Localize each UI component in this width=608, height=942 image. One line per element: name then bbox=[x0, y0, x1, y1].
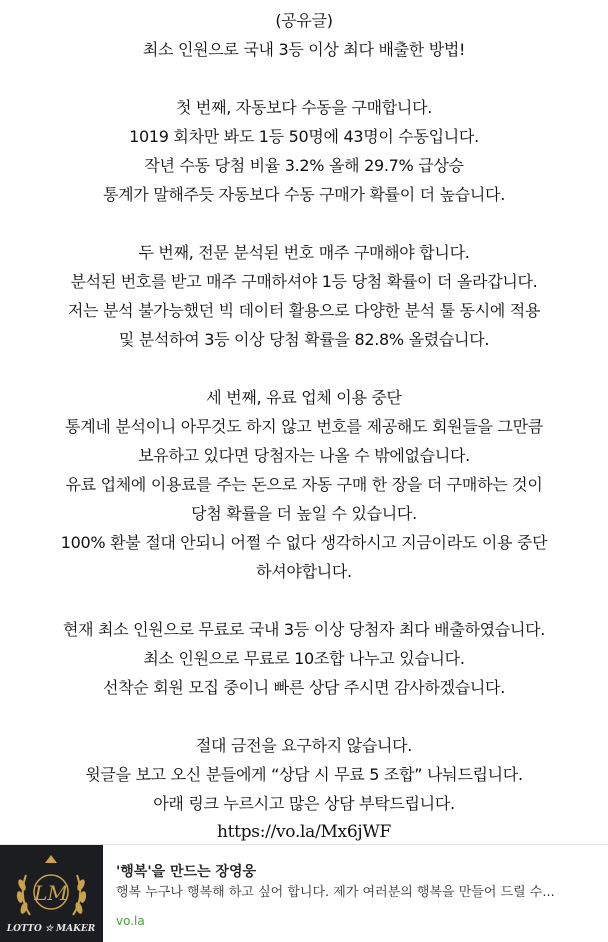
post-line: 유료 업체에 이용료를 주는 돈으로 자동 구매 한 장을 더 구매하는 것이 bbox=[65, 475, 543, 494]
link-card-body[interactable] bbox=[103, 845, 608, 942]
paragraph-gap bbox=[0, 64, 608, 93]
post-body bbox=[0, 6, 608, 847]
post-line: 분석된 번호를 받고 매주 구매하셔야 1등 당첨 확률이 더 올라갑니다. bbox=[70, 272, 538, 291]
post-line: 100% 환불 절대 안되니 어쩔 수 없다 생각하시고 지금이라도 이용 중단 bbox=[60, 533, 548, 552]
logo-wordmark: LOTTO ☆ MAKER bbox=[6, 924, 96, 934]
link-card-title[interactable]: '행복'을 만드는 장영웅 bbox=[116, 864, 257, 880]
link-preview-card[interactable] bbox=[0, 844, 608, 942]
post-line: 당첨 확률을 더 높일 수 있습니다. bbox=[191, 504, 417, 523]
post-line: 하셔야합니다. bbox=[256, 562, 352, 581]
post-line: 보유하고 있다면 당첨자는 나올 수 밖에없습니다. bbox=[138, 446, 470, 465]
post-line: 첫 번째, 자동보다 수동을 구매합니다. bbox=[175, 98, 433, 117]
post-line: 선착순 회원 모집 중이니 빠른 상담 주시면 감사하겠습니다. bbox=[102, 678, 506, 697]
post-url-link[interactable]: https://vo.la/Mx6jWF bbox=[217, 822, 391, 842]
post-line: 통계네 분석이니 아무것도 하지 않고 번호를 제공해도 회원들을 그만큼 bbox=[65, 417, 543, 436]
post-line: 1019 회차만 봐도 1등 50명에 43명이 수동입니다. bbox=[129, 127, 479, 146]
post-line: (공유글) bbox=[275, 11, 333, 30]
link-card-domain[interactable]: vo.la bbox=[116, 914, 145, 928]
paragraph-gap bbox=[0, 702, 608, 731]
post-line: 현재 최소 인원으로 무료로 국내 3등 이상 당첨자 최다 배출하였습니다. bbox=[62, 620, 546, 639]
paragraph-gap bbox=[0, 354, 608, 383]
post-line: 작년 수동 당첨 비율 3.2% 올해 29.7% 급상승 bbox=[144, 156, 464, 175]
logo-monogram: LM bbox=[34, 881, 68, 905]
link-card-description: 행복 누구나 행복해 하고 싶어 합니다. 제가 여러분의 행복을 만들어 드릴 수... bbox=[116, 885, 555, 900]
post-line: 최소 인원으로 무료로 10조합 나누고 있습니다. bbox=[143, 649, 465, 668]
post-line: 두 번째, 전문 분석된 번호 매주 구매해야 합니다. bbox=[138, 243, 470, 262]
post-line: 최소 인원으로 국내 3등 이상 최다 배출한 방법! bbox=[142, 40, 466, 59]
paragraph-gap bbox=[0, 209, 608, 238]
post-line: 세 번째, 유료 업체 이용 중단 bbox=[206, 388, 402, 407]
lotto-maker-logo bbox=[0, 845, 103, 942]
post-line: 저는 분석 불가능했던 빅 데이터 활용으로 다양한 분석 툴 동시에 적용 bbox=[67, 301, 541, 320]
laurel-crest-icon bbox=[0, 845, 103, 942]
post-line: 아래 링크 누르시고 많은 상담 부탁드립니다. bbox=[153, 794, 455, 813]
post-line: 절대 금전을 요구하지 않습니다. bbox=[195, 736, 413, 755]
paragraph-gap bbox=[0, 586, 608, 615]
post-line: 윗글을 보고 오신 분들에게 “상담 시 무료 5 조합” 나눠드립니다. bbox=[85, 765, 523, 784]
post-line: 및 분석하여 3등 이상 당첨 확률을 82.8% 올렸습니다. bbox=[118, 330, 490, 349]
post-line: 통계가 말해주듯 자동보다 수동 구매가 확률이 더 높습니다. bbox=[102, 185, 506, 204]
